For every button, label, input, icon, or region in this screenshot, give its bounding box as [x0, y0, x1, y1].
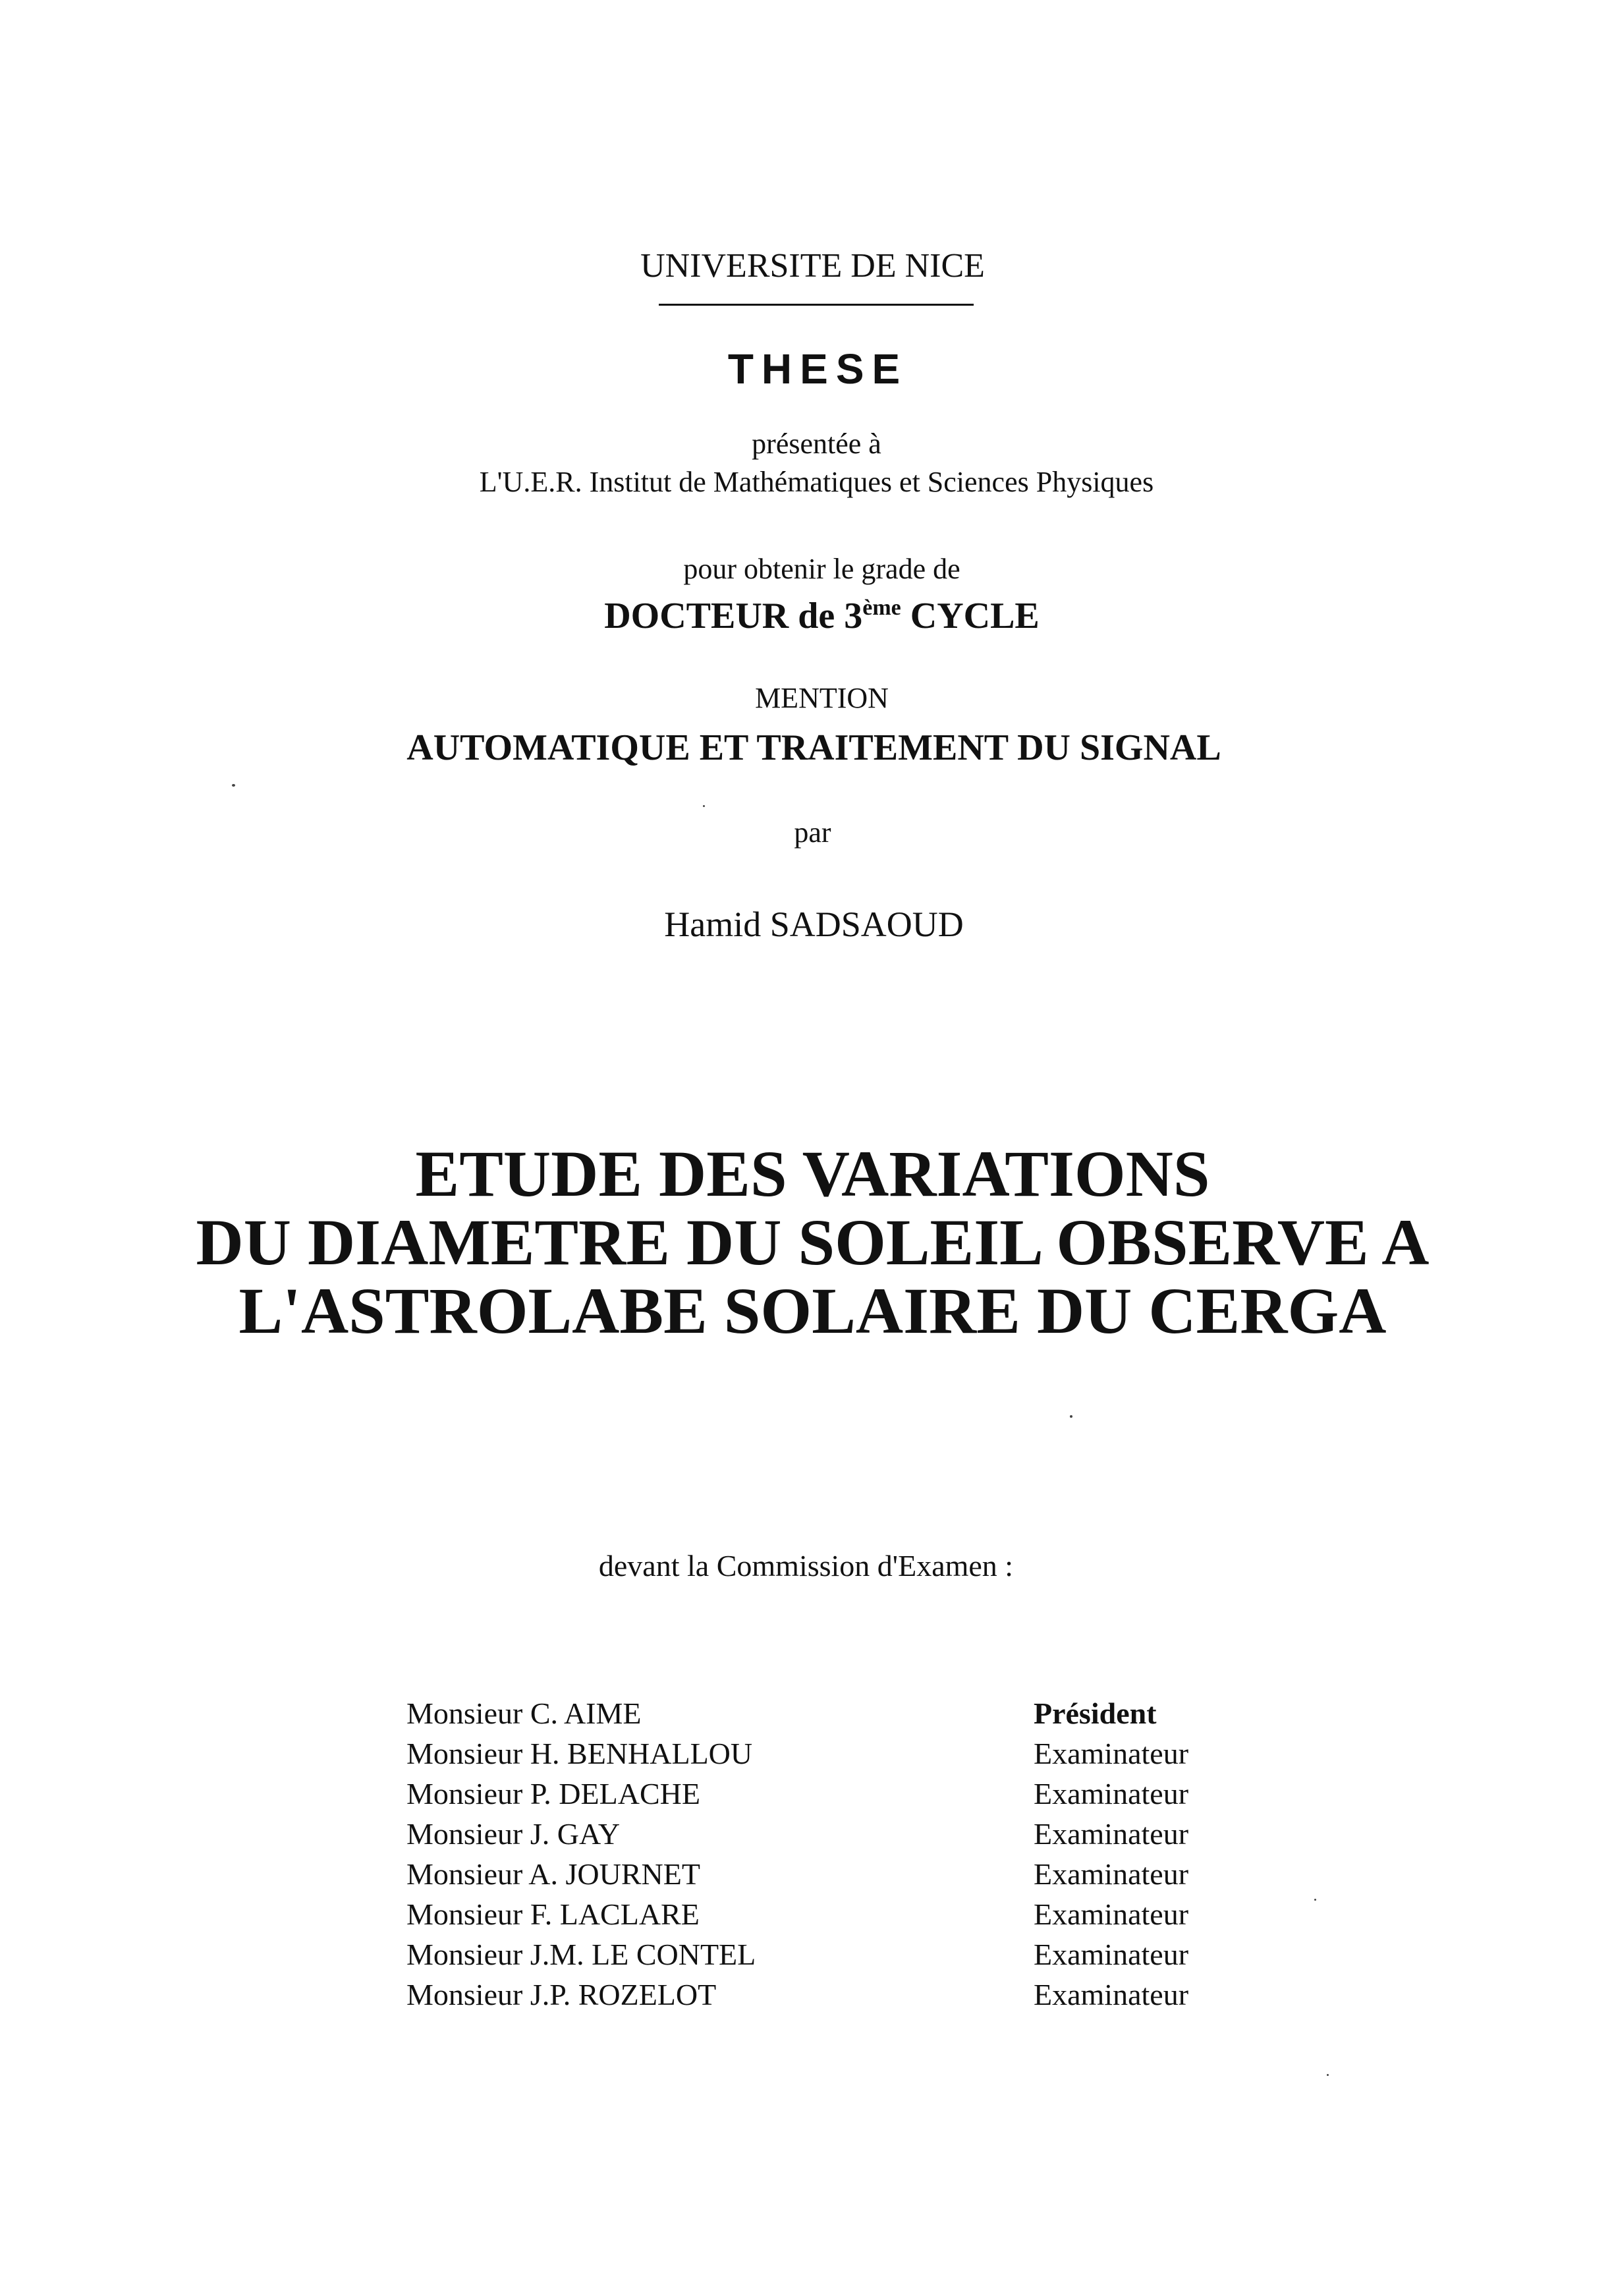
- by-label: par: [794, 816, 831, 849]
- member-name: Monsieur F. LACLARE: [406, 1897, 700, 1931]
- member-role: Examinateur: [1034, 1857, 1189, 1891]
- committee-intro: devant la Commission d'Examen :: [598, 1549, 1014, 1582]
- member-name: Monsieur J.P. ROZELOT: [406, 1978, 717, 2011]
- mention-label: MENTION: [755, 682, 889, 714]
- member-role: Examinateur: [1034, 1978, 1189, 2011]
- member-name: Monsieur P. DELACHE: [406, 1777, 700, 1810]
- member-role: Examinateur: [1034, 1777, 1189, 1810]
- grade-intro: pour obtenir le grade de: [683, 553, 960, 585]
- thesis-title-line-3: L'ASTROLABE SOLAIRE DU CERGA: [238, 1274, 1387, 1347]
- grade-line: [16, 593, 1612, 639]
- scan-speck: [232, 784, 235, 787]
- member-role: Président: [1034, 1696, 1157, 1730]
- grade-suffix: CYCLE: [901, 596, 1040, 636]
- thesis-title: [7, 1137, 1612, 1347]
- grade-superscript: ème: [862, 596, 901, 620]
- institute-name: L'U.E.R. Institut de Mathématiques et Sciences Physiques: [479, 466, 1154, 498]
- document-type: THESE: [727, 345, 908, 393]
- member-name: Monsieur C. AIME: [406, 1696, 642, 1730]
- thesis-title-line-1: ETUDE DES VARIATIONS: [415, 1137, 1210, 1210]
- member-role: Examinateur: [1034, 1817, 1189, 1851]
- grade-prefix: DOCTEUR de 3: [604, 596, 863, 636]
- scan-speck: [703, 805, 705, 807]
- member-role: Examinateur: [1034, 1938, 1189, 1971]
- scan-speck: [1314, 1899, 1316, 1901]
- scan-speck: [1327, 2074, 1329, 2076]
- thesis-title-line-2: DU DIAMETRE DU SOLEIL OBSERVE A: [196, 1206, 1430, 1279]
- university-name: UNIVERSITE DE NICE: [640, 247, 985, 285]
- member-name: Monsieur H. BENHALLOU: [406, 1737, 753, 1770]
- scan-speck: [1070, 1415, 1072, 1418]
- title-underline-divider: [659, 304, 974, 306]
- specialty: AUTOMATIQUE ET TRAITEMENT DU SIGNAL: [406, 727, 1221, 768]
- member-name: Monsieur J.M. LE CONTEL: [406, 1938, 756, 1971]
- member-role: Examinateur: [1034, 1897, 1189, 1931]
- member-name: Monsieur J. GAY: [406, 1817, 621, 1851]
- member-name: Monsieur A. JOURNET: [406, 1857, 700, 1891]
- author-name: Hamid SADSAOUD: [664, 905, 964, 944]
- member-role: Examinateur: [1034, 1737, 1189, 1770]
- presented-to-line: présentée à: [752, 428, 881, 460]
